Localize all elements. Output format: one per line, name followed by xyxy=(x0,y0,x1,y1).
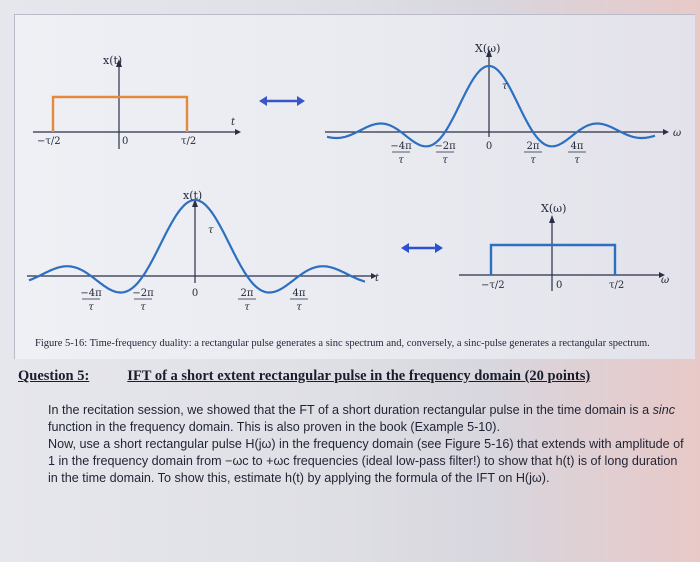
paragraph-1-start: In the recitation session, we showed that the FT of a short duration rectangular pulse in the time domain is a xyxy=(48,403,653,417)
tick-label-numerator: 4π xyxy=(570,141,584,152)
paragraph-1-end: function in the frequency domain. This is also proven in the book (Example 5-10). xyxy=(48,420,500,434)
paragraph-2: Now, use a short rectangular pulse H(jω) in the frequency domain (see Figure 5-16) that extends with amplitude of 1 in the frequency domain from −ωc to +ωc frequencies (ideal low-pass filter!) to show that h(t) is of long duration in the time domain. To show this, estimate h(t) by applying the formula of the IFT on H(jω). xyxy=(48,437,684,485)
tick-label-numerator: 2π xyxy=(240,288,254,299)
tick-neg-half-tau: −τ/2 xyxy=(37,136,61,147)
tick-label-denominator: τ xyxy=(398,155,404,166)
tick-label-numerator: −2π xyxy=(132,288,154,299)
vertical-arrowhead xyxy=(549,215,555,223)
sinc-curve xyxy=(29,200,365,293)
tick-label-numerator: −4π xyxy=(390,141,412,152)
function-label: X(ω) xyxy=(475,42,501,55)
tick-label-denominator: τ xyxy=(296,302,302,313)
duality-arrow-top xyxy=(259,96,305,106)
tick-label-denominator: τ xyxy=(244,302,250,313)
t-axis-arrowhead xyxy=(235,129,241,135)
rect-spectrum xyxy=(491,245,615,275)
arrow-left-head xyxy=(401,243,409,253)
plot-rect-pulse-time xyxy=(33,54,241,149)
question-body xyxy=(48,402,688,487)
tick-label-denominator: τ xyxy=(530,155,536,166)
peak-label: τ xyxy=(502,81,508,92)
function-label: x(t) xyxy=(103,54,123,67)
figure-caption xyxy=(35,337,695,350)
tick-label-numerator: −2π xyxy=(434,141,456,152)
plot-sinc-spectrum xyxy=(325,42,681,166)
plot-sinc-time xyxy=(27,189,380,313)
peak-label: τ xyxy=(208,225,214,236)
tick-label-numerator: 2π xyxy=(526,141,540,152)
tick-label-denominator: τ xyxy=(88,302,94,313)
tick-zero: 0 xyxy=(556,280,563,291)
omega-axis-arrowhead xyxy=(663,129,669,135)
arrow-right-head xyxy=(297,96,305,106)
arrow-right-head xyxy=(435,243,443,253)
tick-zero: 0 xyxy=(122,136,129,147)
question-heading xyxy=(18,368,688,385)
figure-5-16 xyxy=(15,15,695,359)
caption-text: Time-frequency duality: a rectangular pulse generates a sinc spectrum and, conversely, a sinc-pulse generates a rectangular spectrum. xyxy=(89,338,650,349)
tick-pos-half-tau: τ/2 xyxy=(609,280,625,291)
tick-pos-half-tau: τ/2 xyxy=(181,136,197,147)
sinc-curve xyxy=(327,66,655,146)
axis-var: t xyxy=(231,117,236,128)
figure-panel xyxy=(14,14,695,359)
tick-label-denominator: τ xyxy=(442,155,448,166)
axis-var: ω xyxy=(661,275,670,286)
paragraph-1-italic: sinc xyxy=(652,403,676,417)
tick-label-numerator: 0 xyxy=(191,288,199,299)
duality-arrow-bottom xyxy=(401,243,443,253)
tick-label-numerator: 0 xyxy=(485,141,493,152)
axis-var: ω xyxy=(673,128,682,139)
caption-label: Figure 5-16: xyxy=(35,338,88,349)
arrow-left-head xyxy=(259,96,267,106)
function-label: X(ω) xyxy=(541,202,567,215)
plot-rect-spectrum xyxy=(459,202,669,291)
axis-var: t xyxy=(375,273,380,284)
rect-pulse xyxy=(53,97,187,132)
question-title: IFT of a short extent rectangular pulse in the frequency domain (20 points) xyxy=(127,368,591,384)
tick-neg-half-tau: −τ/2 xyxy=(481,280,505,291)
tick-label-numerator: −4π xyxy=(80,288,102,299)
paragraph-1 xyxy=(48,402,688,436)
tick-label-denominator: τ xyxy=(574,155,580,166)
function-label: x(t) xyxy=(183,189,203,202)
tick-label-numerator: 4π xyxy=(292,288,306,299)
question-label: Question 5: xyxy=(18,368,90,384)
tick-label-denominator: τ xyxy=(140,302,146,313)
